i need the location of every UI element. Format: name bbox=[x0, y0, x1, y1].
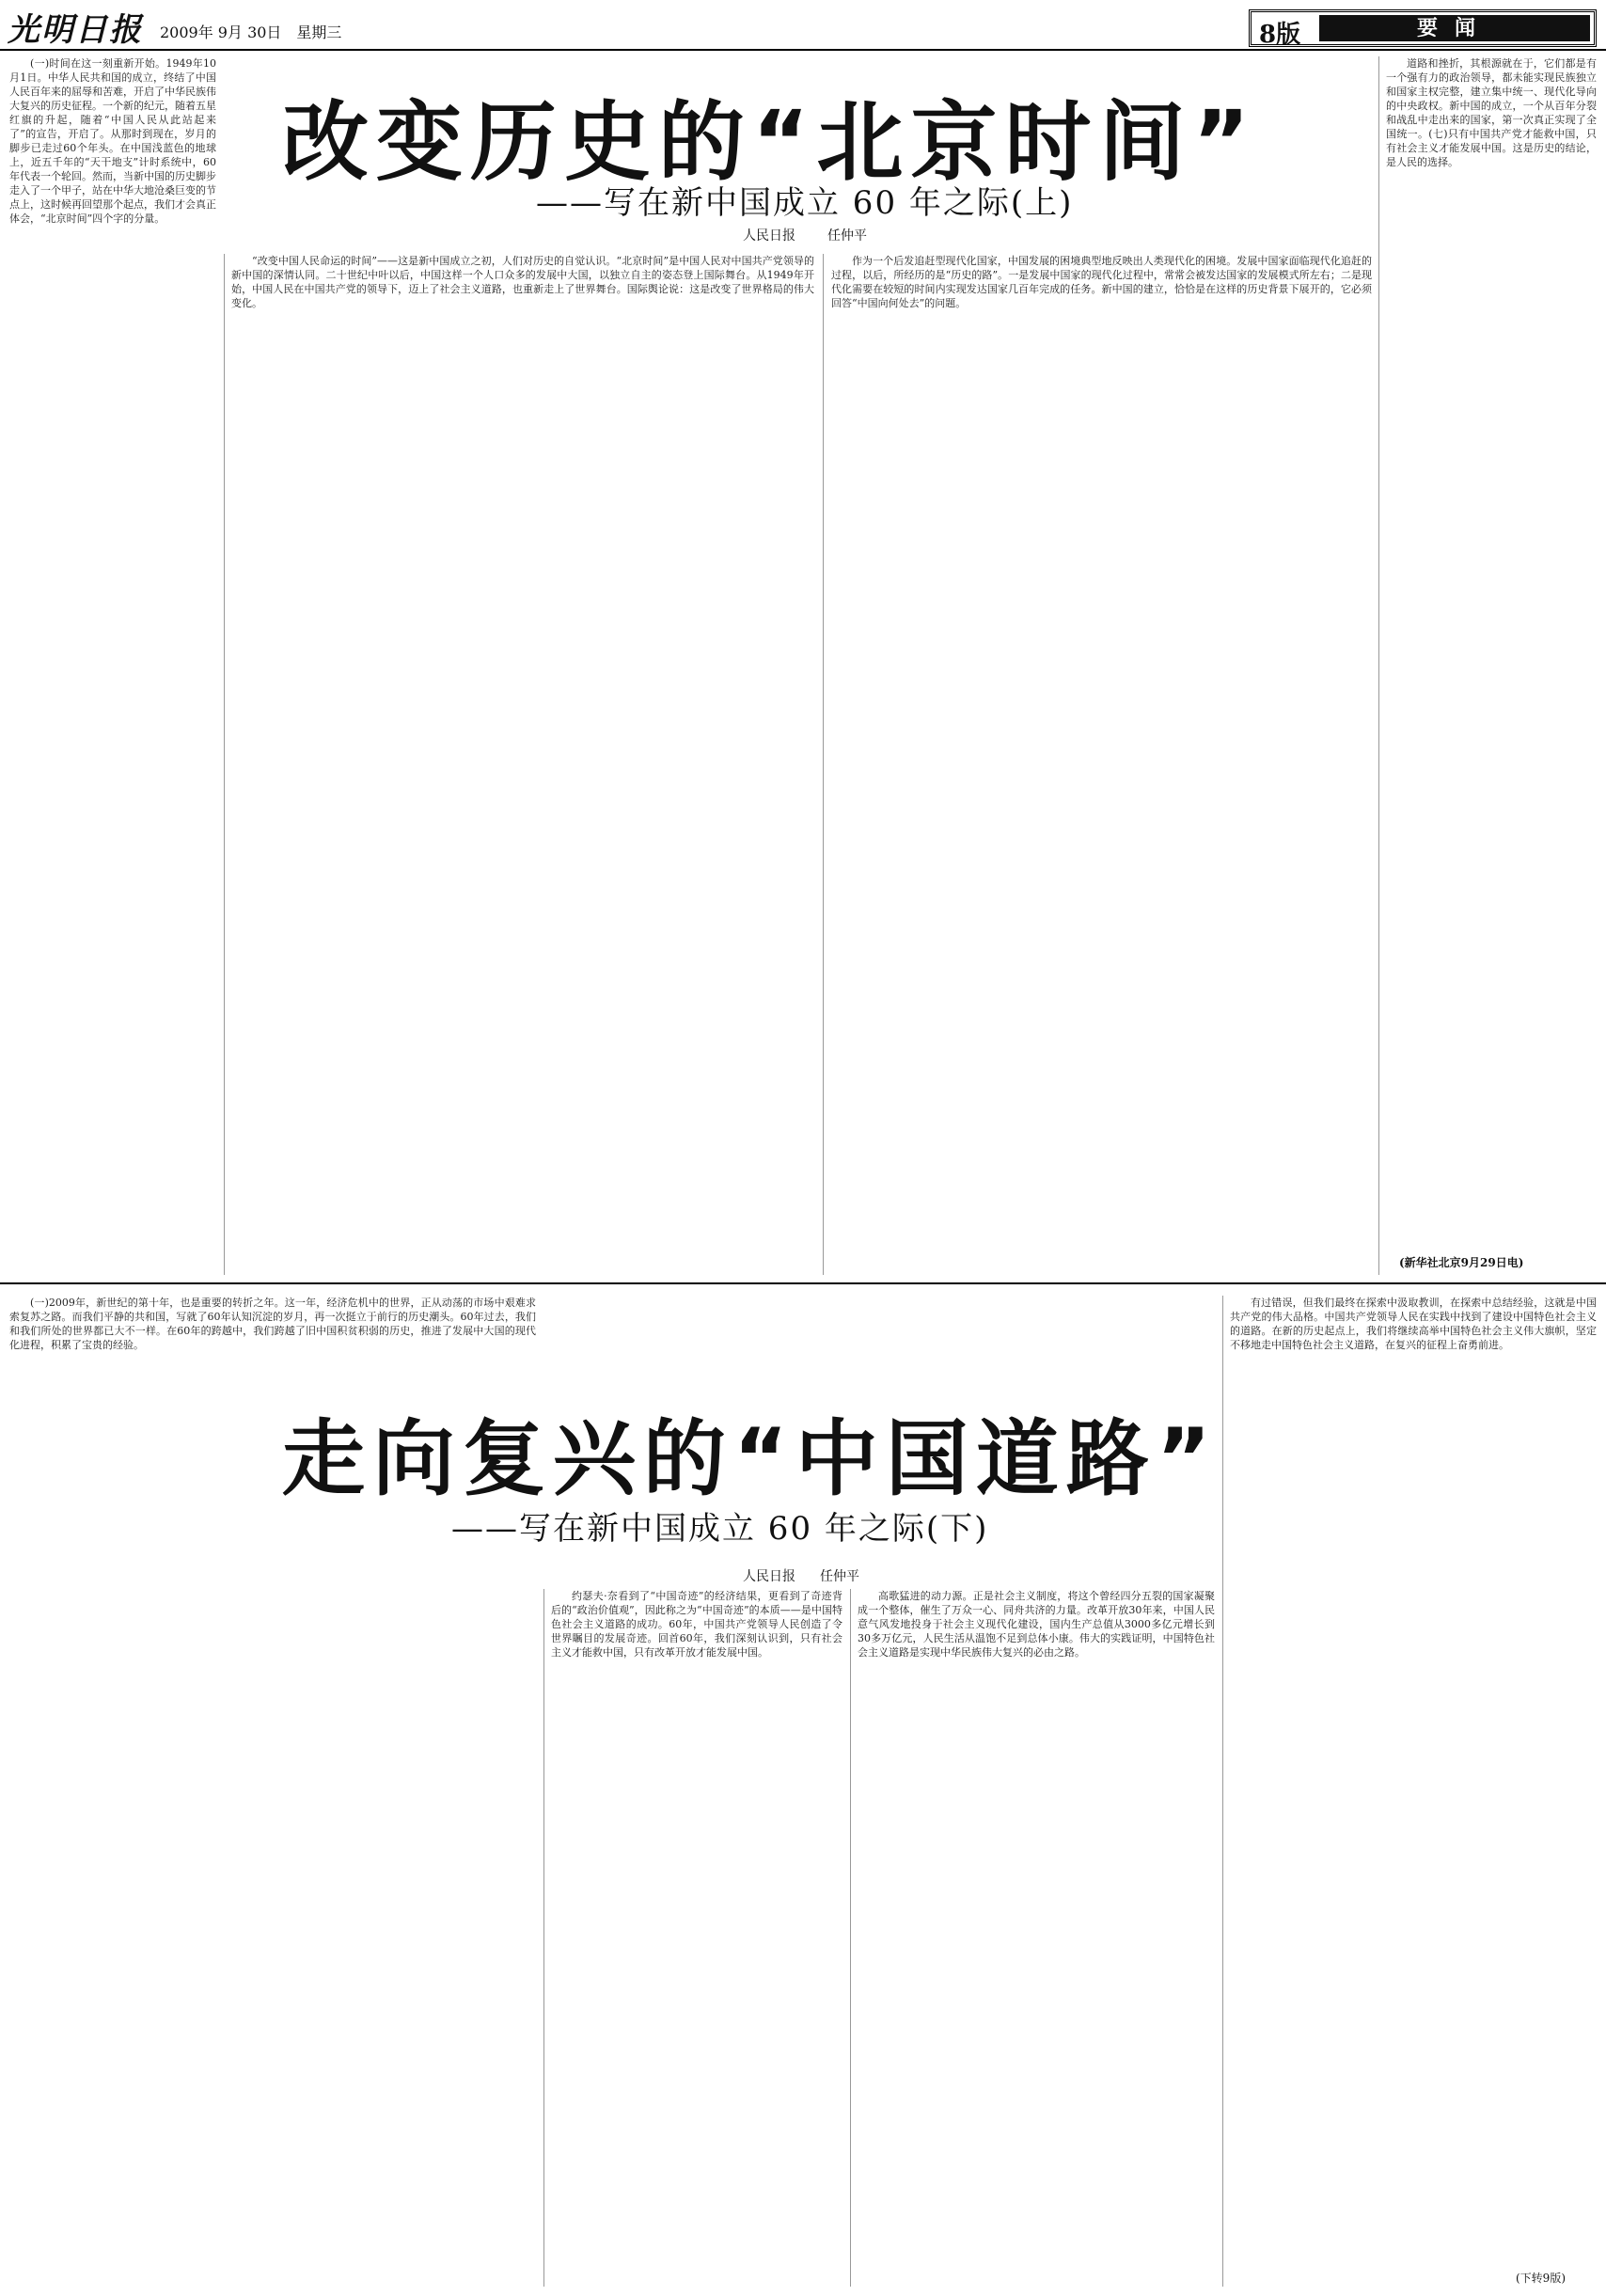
article2-byline-outlet: 人民日报 bbox=[743, 1569, 795, 1584]
article2-byline-author: 任仲平 bbox=[820, 1569, 859, 1584]
masthead-rule bbox=[0, 49, 1606, 51]
continued-note: (下转9版) bbox=[1516, 2272, 1566, 2285]
article1-paragraph: 作为一个后发追赶型现代化国家，中国发展的困境典型地反映出人类现代化的困境。发展中国家面临现代化追赶的过程，以后，所经历的是“历史的路”。一是发展中国家的现代化过程中，常常会被发达国家的发展模式所左右；二是现代化需要在较短的时间内实现发达国家几百年完成的任务。新中国的建立，恰恰是在这样的历史背景下展开的，它必须回答“中国向何处去”的问题。 bbox=[831, 255, 1372, 309]
article2-column-2 bbox=[551, 1589, 842, 2287]
article1-paragraph: 道路和挫折，其根源就在于，它们都是有一个强有力的政治领导，都未能实现民族独立和国家主权完整，建立集中统一、现代化导向的中央政权。新中国的成立，一个从百年分裂和战乱中走出来的国家，第一次真正实现了全国统一。(七)只有中国共产党才能救中国，只有社会主义才能发展中国。这是历史的结论，是人民的选择。 bbox=[1386, 57, 1597, 168]
article2-column-1 bbox=[9, 1296, 536, 2287]
article2-column-3 bbox=[858, 1589, 1215, 2287]
column-divider bbox=[224, 254, 225, 1275]
article1-headline: 改变历史的“北京时间” bbox=[282, 92, 1257, 193]
article2-headline: 走向复兴的“中国道路” bbox=[282, 1410, 1219, 1507]
column-divider bbox=[1378, 56, 1379, 1275]
article1-byline-outlet: 人民日报 bbox=[743, 228, 795, 244]
article1-column-2 bbox=[231, 254, 814, 1275]
article1-column-4 bbox=[1386, 56, 1597, 1250]
newspaper-logo: 光明日报 bbox=[8, 11, 143, 49]
article2-paragraph: (一)2009年，新世纪的第十年，也是重要的转折之年。这一年，经济危机中的世界，正从动荡的市场中艰难求索复苏之路。而我们平静的共和国，写就了60年认知沉淀的岁月，再一次挺立于前行的历史潮头。60年过去，我们和我们所处的世界都已大不一样。在60年的跨越中，我们跨越了旧中国积贫积弱的历史，推进了发展中大国的现代化进程，积累了宝贵的经验。 bbox=[9, 1297, 536, 1351]
column-divider bbox=[1222, 1296, 1223, 2287]
column-divider bbox=[823, 254, 824, 1275]
article1-paragraph: “改变中国人民命运的时间”——这是新中国成立之初，人们对历史的自觉认识。“北京时间”是中国人民对中国共产党领导的新中国的深情认同。二十世纪中叶以后，中国这样一个人口众多的发展中大国，以独立自主的姿态登上国际舞台。从1949年开始，中国人民在中国共产党的领导下，迈上了社会主义道路，也重新走上了世界舞台。国际舆论说：这是改变了世界格局的伟大变化。 bbox=[231, 255, 814, 309]
column-divider bbox=[543, 1589, 544, 2287]
article1-end-credit: (新华社北京9月29日电) bbox=[1399, 1256, 1524, 1269]
page-number: 8版 bbox=[1259, 21, 1301, 49]
article2-column-4 bbox=[1230, 1296, 1597, 2264]
issue-date: 2009年 9月 30日 星期三 bbox=[160, 24, 342, 41]
article1-paragraph: (一)时间在这一刻重新开始。1949年10月1日。中华人民共和国的成立，终结了中国人民百年来的屈辱和苦难，开启了中华民族伟大复兴的历史征程。一个新的纪元，随着五星红旗的升起，随着“中国人民从此站起来了”的宣告，开启了。从那时到现在，岁月的脚步已走过60个年头。在中国浅蓝色的地球上，近五千年的“天干地支”计时系统中，60年代表一个轮回。然而，当新中国的历史脚步走入了一个甲子，站在中华大地沧桑巨变的节点上，这时候再回望那个起点，我们才会真正体会，“北京时间”四个字的分量。 bbox=[9, 57, 216, 225]
article-divider-rule bbox=[0, 1282, 1606, 1284]
section-label: 要闻 bbox=[1319, 15, 1590, 41]
column-divider bbox=[850, 1589, 851, 2287]
masthead bbox=[0, 0, 1606, 47]
article1-subhead: ——写在新中国成立 60 年之际(上) bbox=[536, 184, 1074, 222]
article2-subhead: ——写在新中国成立 60 年之际(下) bbox=[451, 1510, 989, 1548]
article1-column-3 bbox=[831, 254, 1372, 1275]
article2-paragraph: 有过错误，但我们最终在探索中汲取教训，在探索中总结经验，这就是中国共产党的伟大品格。中国共产党领导人民在实践中找到了建设中国特色社会主义的道路。在新的历史起点上，我们将继续高举中国特色社会主义伟大旗帜，坚定不移地走中国特色社会主义道路，在复兴的征程上奋勇前进。 bbox=[1230, 1297, 1597, 1351]
page-label-box bbox=[1249, 9, 1597, 47]
article1-byline-author: 任仲平 bbox=[827, 228, 867, 244]
article1-column-1 bbox=[9, 56, 216, 1275]
article2-paragraph: 约瑟夫·奈看到了“中国奇迹”的经济结果，更看到了奇迹背后的“政治价值观”，因此称之为“中国奇迹”的本质——是中国特色社会主义道路的成功。60年，中国共产党领导人民创造了令世界瞩目的发展奇迹。回首60年，我们深刻认识到，只有社会主义才能救中国，只有改革开放才能发展中国。 bbox=[551, 1590, 842, 1659]
article2-paragraph: 高歌猛进的动力源。正是社会主义制度，将这个曾经四分五裂的国家凝聚成一个整体，催生了万众一心、同舟共济的力量。改革开放30年来，中国人民意气风发地投身于社会主义现代化建设，国内生产总值从3000多亿元增长到30多万亿元，人民生活从温饱不足到总体小康。伟大的实践证明，中国特色社会主义道路是实现中华民族伟大复兴的必由之路。 bbox=[858, 1590, 1215, 1659]
